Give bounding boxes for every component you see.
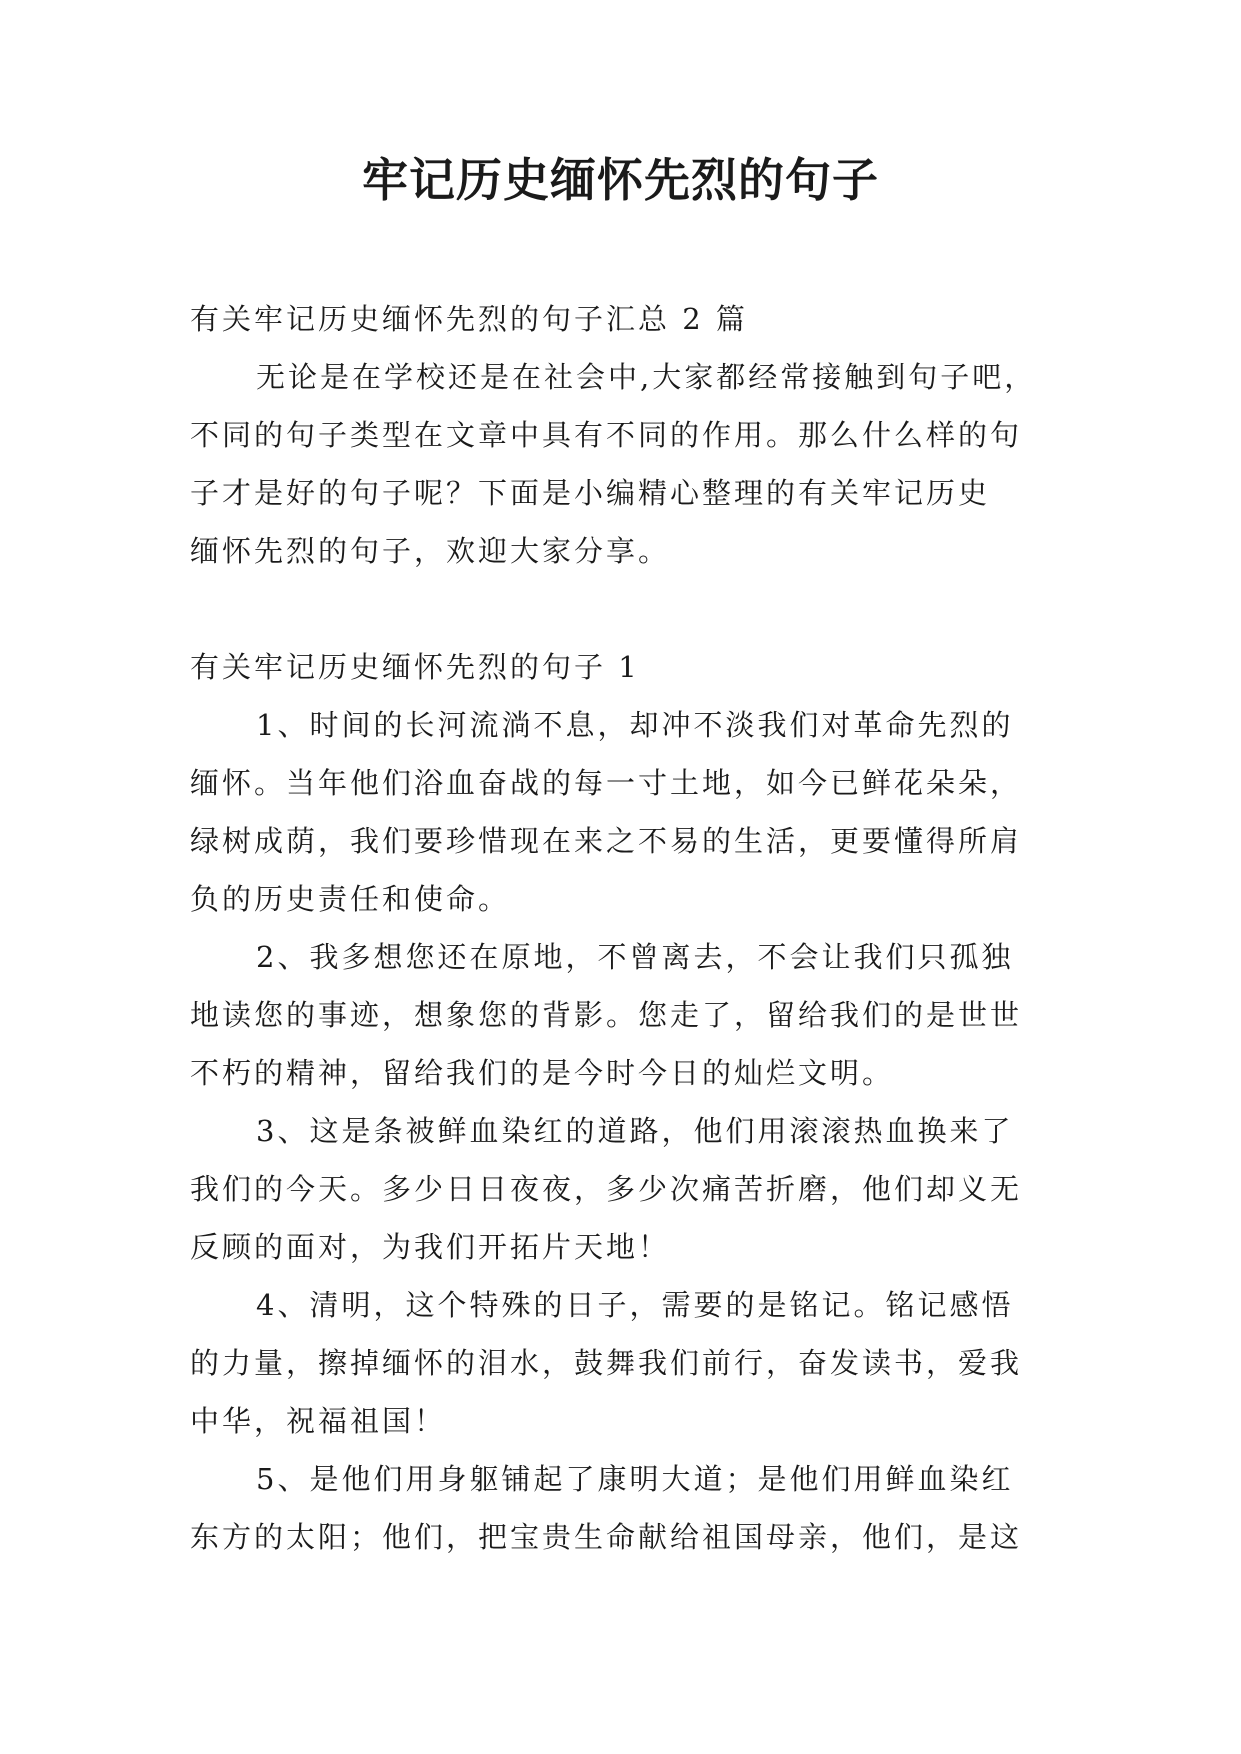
section-heading-1: 有关牢记历史缅怀先烈的句子 1 <box>190 650 640 684</box>
item-4-line-1: 4、清明，这个特殊的日子，需要的是铭记。铭记感悟 <box>256 1288 1014 1322</box>
item-4-line-3: 中华，祝福祖国！ <box>190 1404 447 1438</box>
item-5-line-2: 东方的太阳；他们，把宝贵生命献给祖国母亲，他们，是这 <box>190 1520 1023 1554</box>
item-1-line-2: 缅怀。当年他们浴血奋战的每一寸土地，如今已鲜花朵朵， <box>190 766 1023 800</box>
intro-line-1: 无论是在学校还是在社会中,大家都经常接触到句子吧， <box>256 360 1037 394</box>
intro-line-2: 不同的句子类型在文章中具有不同的作用。那么什么样的句 <box>190 418 1023 452</box>
item-3-line-1: 3、这是条被鲜血染红的道路，他们用滚滚热血换来了 <box>256 1114 1014 1148</box>
item-3-line-2: 我们的今天。多少日日夜夜，多少次痛苦折磨，他们却义无 <box>190 1172 1023 1206</box>
document-title: 牢记历史缅怀先烈的句子 <box>362 153 879 207</box>
summary-heading: 有关牢记历史缅怀先烈的句子汇总 2 篇 <box>190 302 748 336</box>
item-2-line-2: 地读您的事迹，想象您的背影。您走了，留给我们的是世世 <box>190 998 1023 1032</box>
intro-line-4: 缅怀先烈的句子，欢迎大家分享。 <box>190 534 671 568</box>
item-2-line-1: 2、我多想您还在原地，不曾离去，不会让我们只孤独 <box>256 940 1014 974</box>
item-2-line-3: 不朽的精神，留给我们的是今时今日的灿烂文明。 <box>190 1056 895 1090</box>
item-1-line-1: 1、时间的长河流淌不息，却冲不淡我们对革命先烈的 <box>256 708 1014 742</box>
item-1-line-4: 负的历史责任和使命。 <box>190 882 511 916</box>
item-3-line-3: 反顾的面对，为我们开拓片天地！ <box>190 1230 671 1264</box>
item-5-line-1: 5、是他们用身躯铺起了康明大道；是他们用鲜血染红 <box>256 1462 1014 1496</box>
section-spacer <box>190 580 1062 638</box>
intro-line-3: 子才是好的句子呢？下面是小编精心整理的有关牢记历史 <box>190 476 991 510</box>
item-4-line-2: 的力量，擦掉缅怀的泪水，鼓舞我们前行，奋发读书，爱我 <box>190 1346 1023 1380</box>
document-body <box>190 290 1062 1566</box>
item-1-line-3: 绿树成荫，我们要珍惜现在来之不易的生活，更要懂得所肩 <box>190 824 1023 858</box>
